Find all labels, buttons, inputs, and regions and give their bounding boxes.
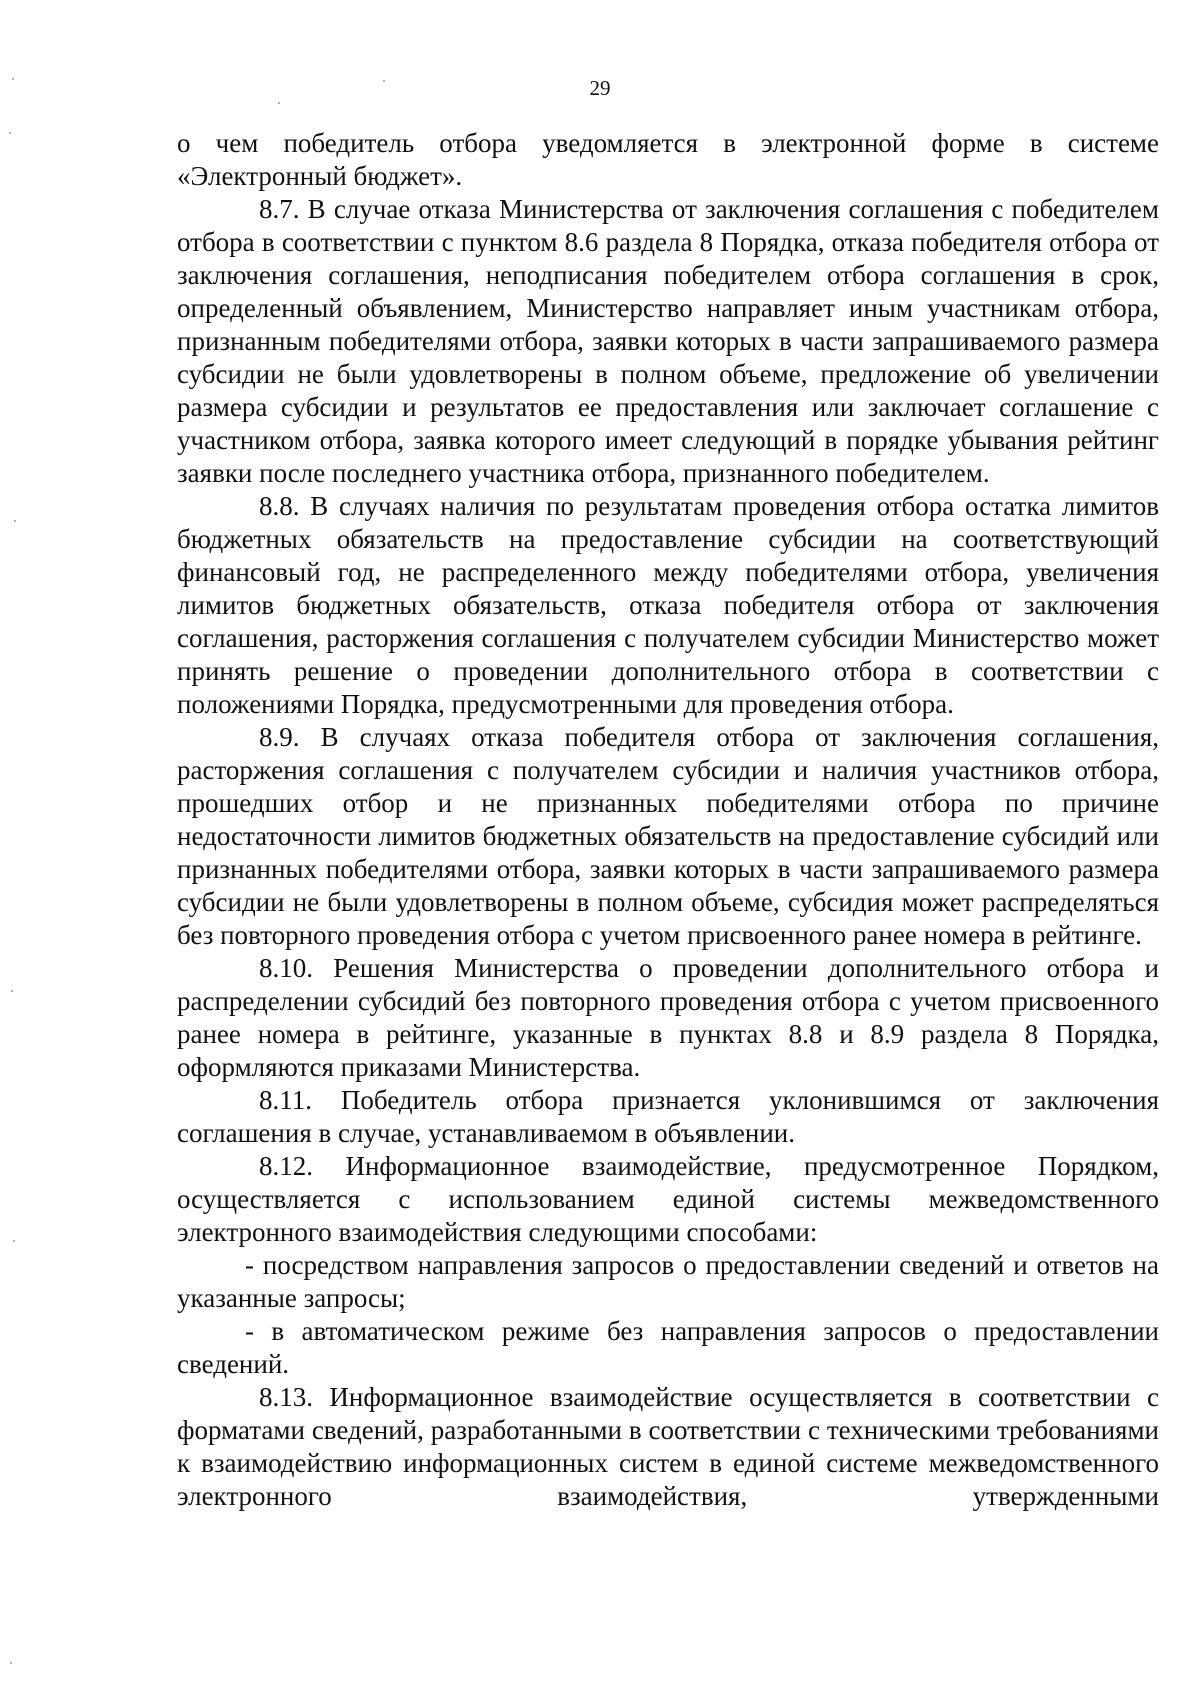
scan-speck bbox=[278, 102, 280, 104]
paragraph-8-11: 8.11. Победитель отбора признается уклонившимся от заключения соглашения в случае, устанавливаемом в объявлении. bbox=[177, 1085, 1159, 1148]
scan-speck bbox=[12, 78, 14, 80]
scan-speck bbox=[383, 80, 385, 82]
paragraph-8-9: 8.9. В случаях отказа победителя отбора от заключения соглашения, расторжения соглашения с получателем субсидии и наличия участников отбора, прошедших отбор и не признанных победителями отбора по причине недостаточности лимитов бюджетных обязательств на предоставление субсидий или признанных победителями отбора, заявки которых в части запрашиваемого размера субсидии не были удовлетворены в полном объеме, субсидия может распределяться без повторного проведения отбора с учетом присвоенного ранее номера в рейтинге. bbox=[177, 722, 1159, 950]
list-item-requests: - посредством направления запросов о предоставлении сведений и ответов на указанные запросы; bbox=[177, 1250, 1159, 1313]
paragraph-8-10: 8.10. Решения Министерства о проведении дополнительного отбора и распределении субсидий без повторного проведения отбора с учетом присвоенного ранее номера в рейтинге, указанные в пунктах 8.8 и 8.9 раздела 8 Порядка, оформляются приказами Министерства. bbox=[177, 953, 1159, 1082]
scan-speck bbox=[11, 990, 13, 992]
scan-speck bbox=[9, 132, 11, 134]
paragraph-continuation: о чем победитель отбора уведомляется в электронной форме в системе «Электронный бюджет». bbox=[177, 128, 1159, 191]
paragraph-8-8: 8.8. В случаях наличия по результатам проведения отбора остатка лимитов бюджетных обязательств на предоставление субсидии на соответствующий финансовый год, не распределенного между победителями отбора, увеличения лимитов бюджетных обязательств, отказа победителя отбора от заключения соглашения, расторжения соглашения с получателем субсидии Министерство может принять решение о проведении дополнительного отбора в соответствии с положениями Порядка, предусмотренными для проведения отбора. bbox=[177, 491, 1159, 719]
paragraph-8-13: 8.13. Информационное взаимодействие осуществляется в соответствии с форматами сведений, разработанными в соответствии с техническими требованиями к взаимодействию информационных систем в единой системе межведомственного электронного взаимодействия, утвержденными bbox=[177, 1382, 1159, 1511]
paragraph-8-7: 8.7. В случае отказа Министерства от заключения соглашения с победителем отбора в соответствии с пунктом 8.6 раздела 8 Порядка, отказа победителя отбора от заключения соглашения, неподписания победителем отбора соглашения в срок, определенный объявлением, Министерство направляет иным участникам отбора, признанным победителями отбора, заявки которых в части запрашиваемого размера субсидии не были удовлетворены в полном объеме, предложение об увеличении размера субсидии и результатов ее предоставления или заключает соглашение с участником отбора, заявка которого имеет следующий в порядке убывания рейтинг заявки после последнего участника отбора, признанного победителем. bbox=[177, 194, 1159, 488]
list-item-automatic: - в автоматическом режиме без направления запросов о предоставлении сведений. bbox=[177, 1316, 1159, 1379]
scan-speck bbox=[13, 1240, 15, 1242]
page-number: 29 bbox=[589, 76, 611, 100]
scan-speck bbox=[10, 1662, 12, 1664]
document-body bbox=[177, 127, 1159, 1513]
paragraph-8-12: 8.12. Информационное взаимодействие, предусмотренное Порядком, осуществляется с использованием единой системы межведомственного электронного взаимодействия следующими способами: bbox=[177, 1151, 1159, 1247]
scan-speck bbox=[14, 520, 16, 522]
